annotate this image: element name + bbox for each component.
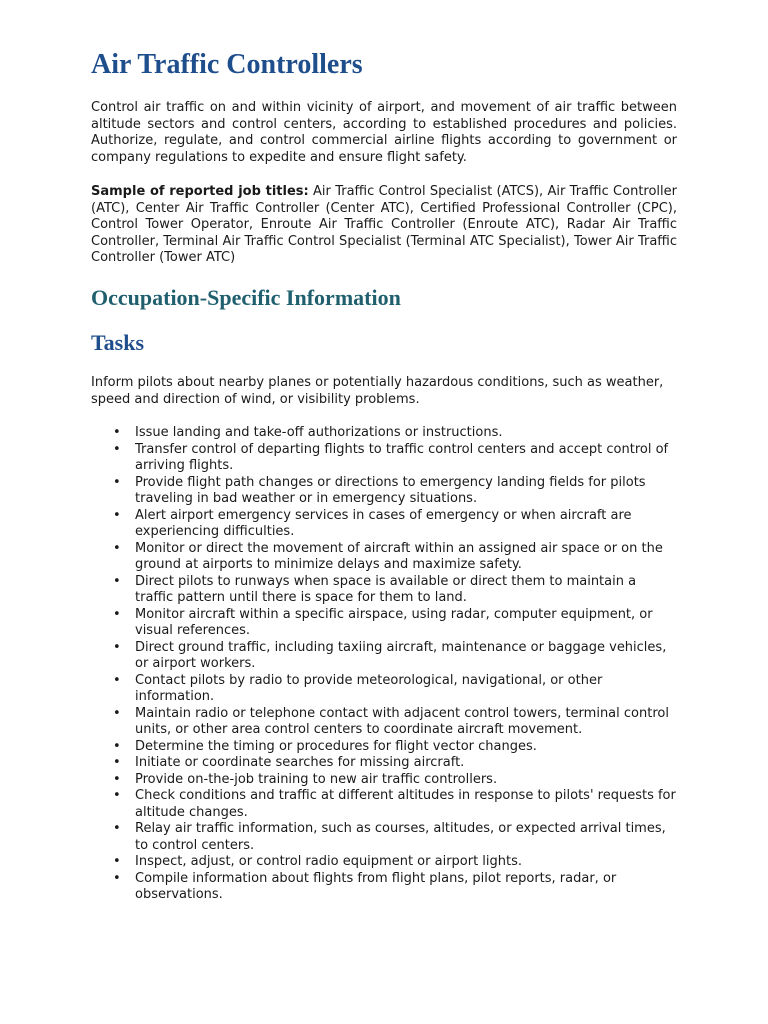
bullet-icon: • bbox=[113, 573, 121, 589]
bullet-icon: • bbox=[113, 705, 121, 721]
bullet-icon: • bbox=[113, 821, 121, 836]
bullet-icon: • bbox=[113, 788, 121, 803]
bullet-icon: • bbox=[113, 639, 121, 655]
task-item bbox=[91, 871, 677, 904]
task-text: Direct ground traffic, including taxiing aircraft, maintenance or baggage vehicles, or airport workers. bbox=[135, 639, 667, 671]
bullet-icon: • bbox=[113, 540, 121, 556]
task-item bbox=[91, 821, 677, 854]
task-text: Monitor aircraft within a specific airspace, using radar, computer equipment, or visual references. bbox=[135, 606, 653, 638]
task-item bbox=[91, 755, 677, 772]
task-item bbox=[91, 442, 677, 475]
tasks-intro: Inform pilots about nearby planes or potentially hazardous conditions, such as weather, speed and direction of wind, or visibility problems. bbox=[91, 375, 664, 407]
bullet-icon: • bbox=[113, 425, 121, 440]
task-item bbox=[91, 508, 677, 541]
task-text: Relay air traffic information, such as courses, altitudes, or expected arrival times, to control centers. bbox=[135, 821, 666, 853]
bullet-icon: • bbox=[113, 854, 121, 869]
task-text: Issue landing and take-off authorizations or instructions. bbox=[135, 425, 503, 440]
task-text: Check conditions and traffic at different altitudes in response to pilots' requests for altitude changes. bbox=[135, 788, 676, 820]
task-text: Maintain radio or telephone contact with adjacent control towers, terminal control units, or other area control centers to coordinate aircraft movement. bbox=[135, 705, 669, 737]
task-item bbox=[91, 640, 677, 673]
task-item bbox=[91, 475, 677, 508]
task-text: Initiate or coordinate searches for missing aircraft. bbox=[135, 755, 465, 770]
bullet-icon: • bbox=[113, 870, 121, 886]
sample-job-titles bbox=[91, 184, 677, 267]
section-heading: Occupation-Specific Information bbox=[91, 285, 401, 310]
task-item bbox=[91, 739, 677, 756]
sample-job-titles-label: Sample of reported job titles: bbox=[91, 184, 309, 199]
bullet-icon: • bbox=[113, 771, 121, 787]
bullet-icon: • bbox=[113, 441, 121, 457]
task-text: Inspect, adjust, or control radio equipment or airport lights. bbox=[135, 854, 523, 869]
bullet-icon: • bbox=[113, 474, 121, 490]
bullet-icon: • bbox=[113, 738, 121, 754]
task-text: Alert airport emergency services in cases of emergency or when aircraft are experiencing difficulties. bbox=[135, 507, 632, 539]
tasks-heading: Tasks bbox=[91, 330, 145, 355]
task-item bbox=[91, 541, 677, 574]
bullet-icon: • bbox=[113, 672, 121, 688]
bullet-icon: • bbox=[113, 507, 121, 523]
task-text: Transfer control of departing flights to traffic control centers and accept control of arriving flights. bbox=[135, 441, 669, 473]
task-list bbox=[91, 425, 677, 904]
task-text: Contact pilots by radio to provide meteorological, navigational, or other information. bbox=[135, 672, 603, 704]
occupation-description: Control air traffic on and within vicinity of airport, and movement of air traffic between altitude sectors and control centers, according to established procedures and policies. Authorize, regulate, and control commercial airline flights according to government or company regulations to expedite and ensure flight safety. bbox=[91, 100, 677, 165]
task-text: Monitor or direct the movement of aircraft within an assigned air space or on the ground at airports to minimize delays and maximize safety. bbox=[135, 540, 663, 572]
bullet-icon: • bbox=[113, 606, 121, 622]
task-text: Determine the timing or procedures for flight vector changes. bbox=[135, 738, 537, 754]
bullet-icon: • bbox=[113, 755, 121, 770]
task-text: Compile information about flights from flight plans, pilot reports, radar, or observations. bbox=[135, 870, 617, 902]
task-item bbox=[91, 607, 677, 640]
task-item bbox=[91, 673, 677, 706]
sample-job-titles-text: Air Traffic Control Specialist (ATCS), Air Traffic Controller (ATC), Center Air Traffic Controller (Center ATC), Certified Professional Controller (CPC), Control Tower Operator, Enroute Air Traffic Controller (Enroute ATC), Radar Air Traffic Controller, Terminal Air Traffic Control Specialist (Terminal ATC Specialist), Tower Air Traffic Controller (Tower ATC) bbox=[91, 184, 677, 265]
page-title: Air Traffic Controllers bbox=[91, 49, 363, 80]
task-text: Provide flight path changes or directions to emergency landing fields for pilots traveling in bad weather or in emergency situations. bbox=[135, 474, 646, 506]
task-item bbox=[91, 574, 677, 607]
task-item bbox=[91, 772, 677, 789]
task-item bbox=[91, 425, 677, 442]
task-text: Provide on-the-job training to new air traffic controllers. bbox=[135, 771, 498, 787]
task-item bbox=[91, 854, 677, 871]
task-item bbox=[91, 706, 677, 739]
task-item bbox=[91, 788, 677, 821]
task-text: Direct pilots to runways when space is available or direct them to maintain a traffic pattern until there is space for them to land. bbox=[135, 573, 637, 605]
